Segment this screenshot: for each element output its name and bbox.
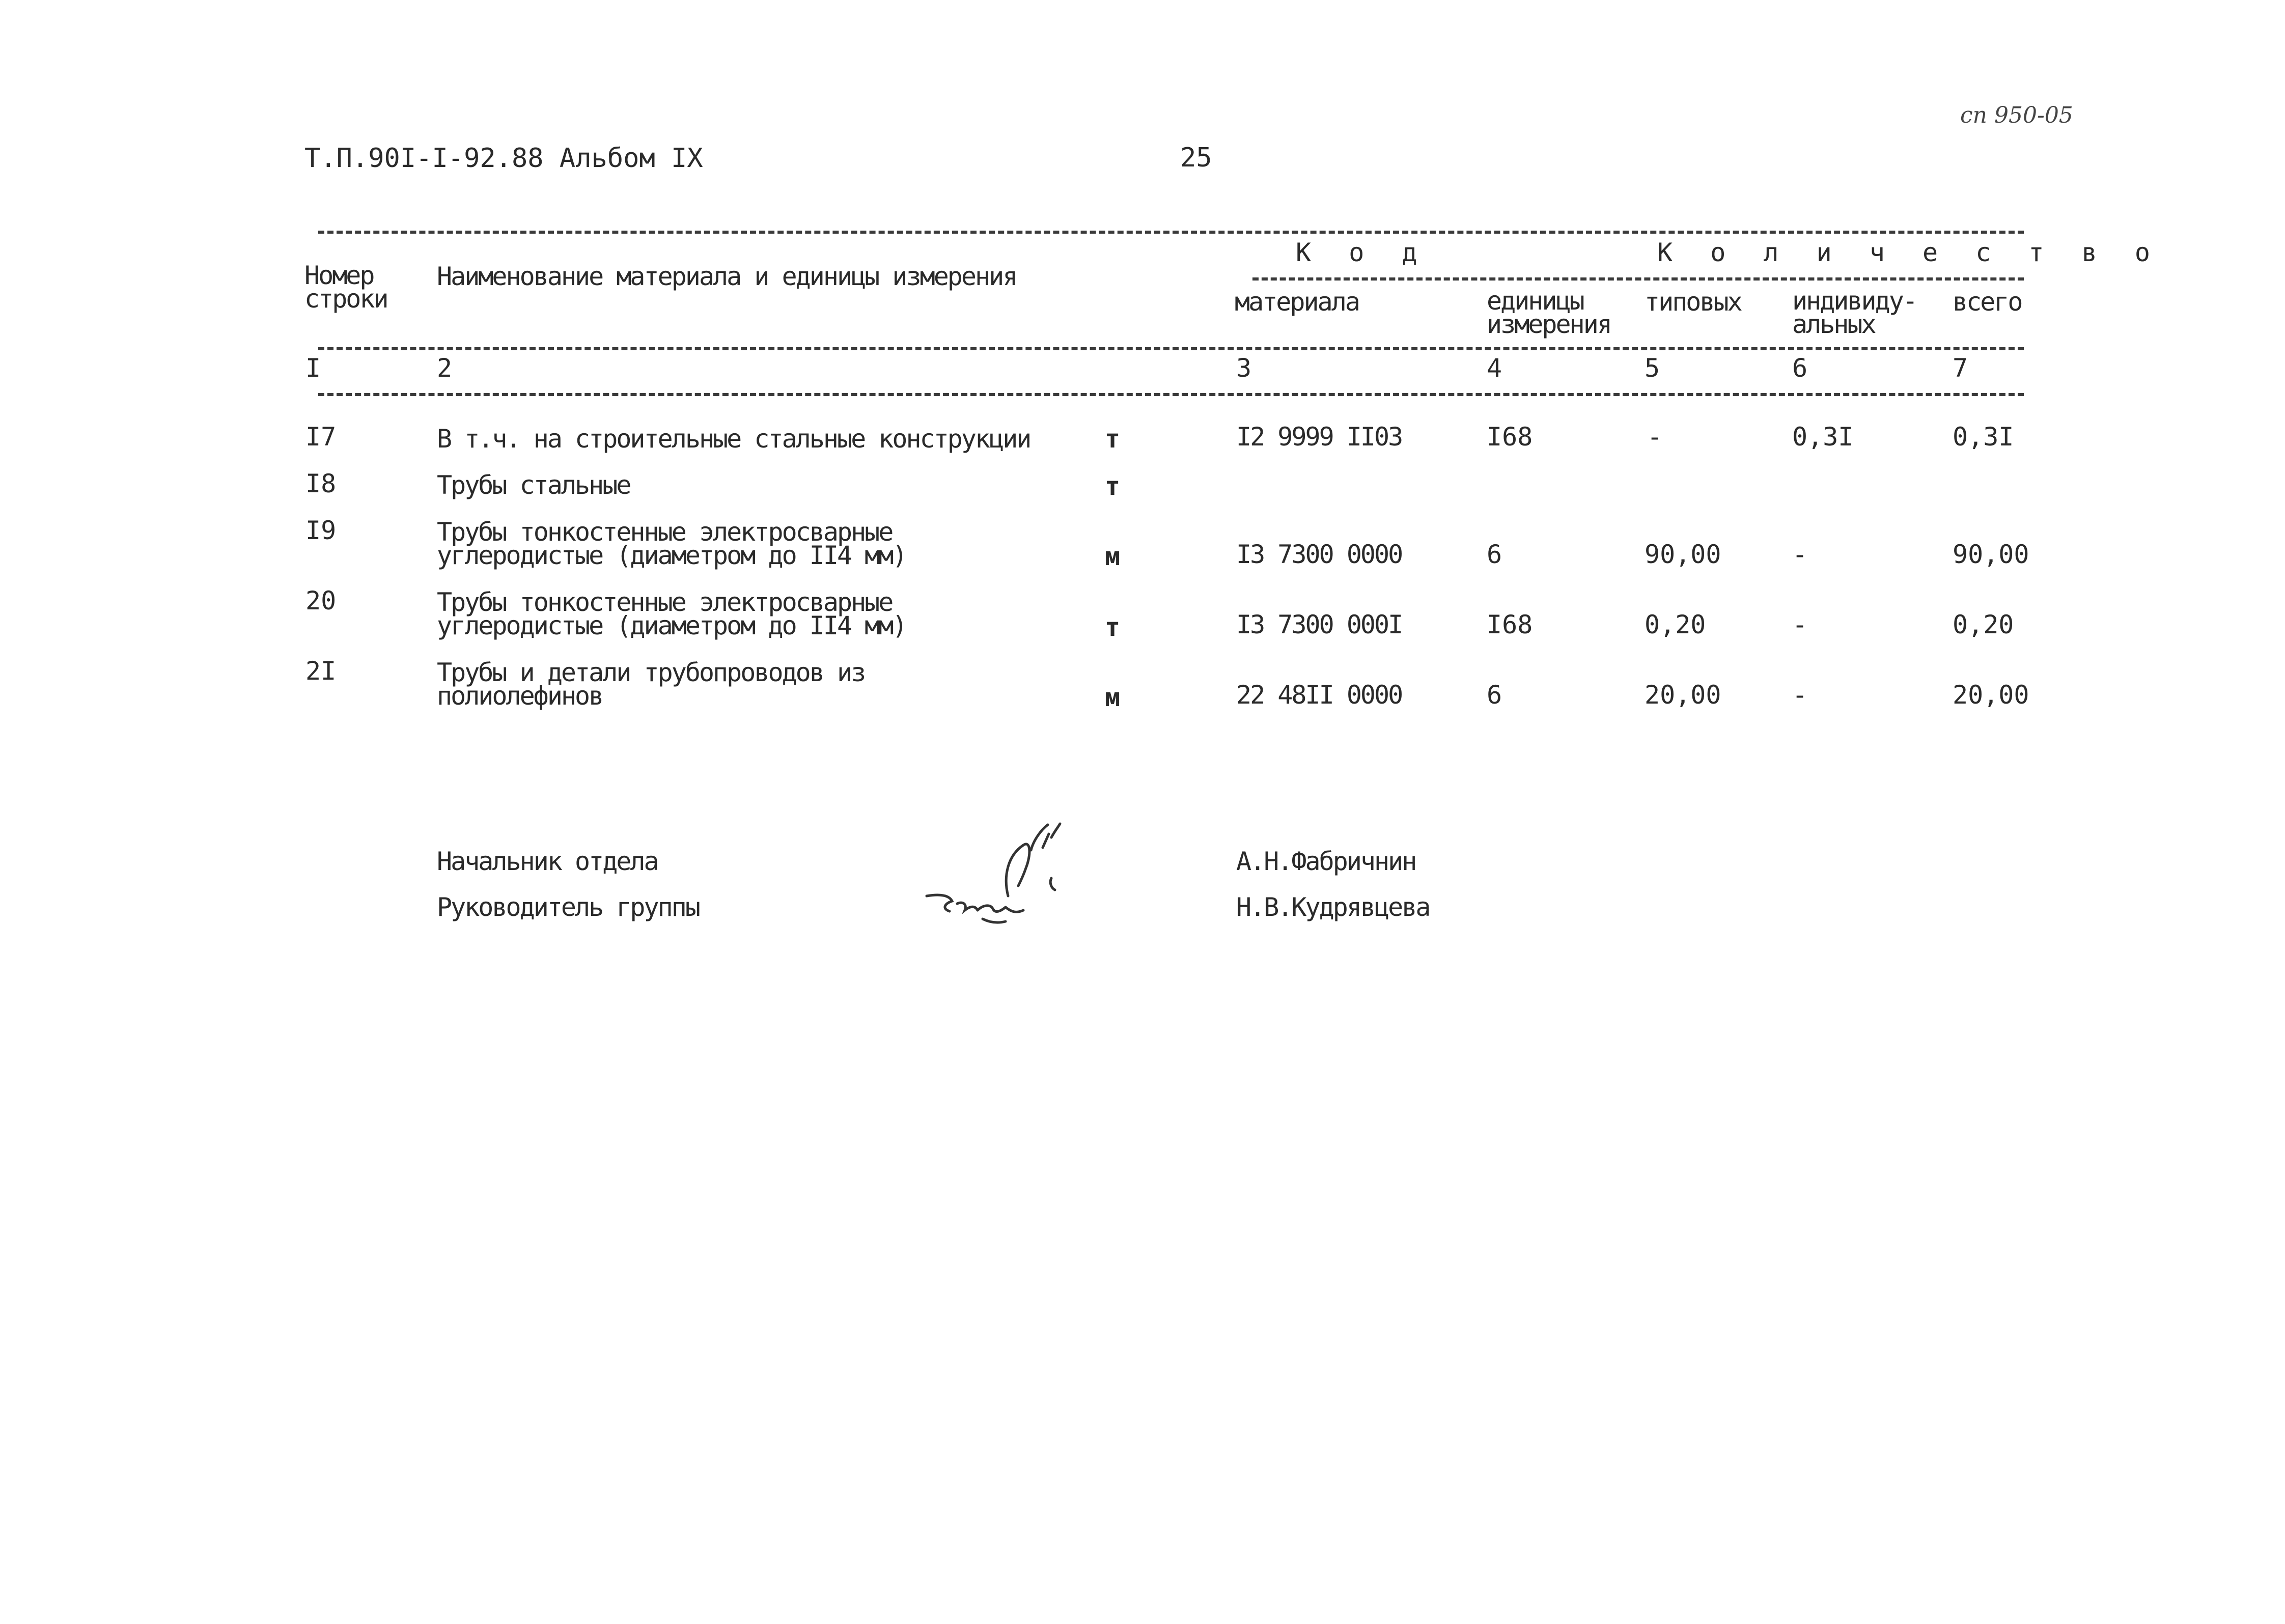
table-row-total: 90,00 <box>1953 540 2029 569</box>
table-row-typical: 20,00 <box>1645 680 1721 710</box>
table-row-unit: т <box>1105 424 1121 454</box>
table-row-num: I9 <box>305 516 337 545</box>
table-row-name <box>437 472 630 498</box>
table-row-name-line1: В т.ч. на строительные стальные конструкции <box>437 424 1030 454</box>
table-row-material-code: I3 7300 000I <box>1236 610 1402 639</box>
table-row-unit-code: 6 <box>1487 680 1502 710</box>
document-title: Т.П.90I-I-92.88 Альбом IX <box>304 143 703 174</box>
table-row-unit-code: I68 <box>1487 422 1533 452</box>
page-number: 25 <box>1180 143 1212 173</box>
column-number-1: I <box>305 353 321 383</box>
table-row-unit: т <box>1105 471 1121 501</box>
column-number-4: 4 <box>1487 353 1502 383</box>
header-code-unit-line2: измерения <box>1487 310 1611 339</box>
table-row-num: 2I <box>305 656 337 686</box>
group-leader-name: Н.В.Кудрявцева <box>1236 892 1430 922</box>
table-top-rule <box>318 231 2024 234</box>
table-row-unit-code: I68 <box>1487 610 1533 639</box>
header-quantity-group: К о л и ч е с т в о <box>1657 238 2161 267</box>
table-row-total: 0,20 <box>1953 610 2014 639</box>
table-row-total: 0,3I <box>1953 422 2014 452</box>
column-number-7: 7 <box>1953 353 1968 383</box>
column-number-3: 3 <box>1236 353 1252 383</box>
column-number-6: 6 <box>1792 353 1808 383</box>
table-row-total: 20,00 <box>1953 680 2029 710</box>
table-row-typical: 0,20 <box>1645 610 1706 639</box>
table-row-name-line1: Трубы тонкостенные электросварные <box>437 517 893 547</box>
table-row-num: 20 <box>305 586 337 615</box>
header-row-number-line1: Номер <box>304 261 374 290</box>
head-of-department-name: А.Н.Фабричнин <box>1236 847 1416 876</box>
table-row-name <box>437 587 906 640</box>
table-row-material-code: I2 9999 II03 <box>1236 422 1402 452</box>
table-row-material-code: 22 48II 0000 <box>1236 680 1402 710</box>
head-of-department-title: Начальник отдела <box>437 847 658 876</box>
table-row-num: I7 <box>305 422 337 452</box>
table-row-individual: 0,3I <box>1792 422 1854 452</box>
header-qty-typical: типовых <box>1645 287 1741 317</box>
header-qty-individual <box>1792 286 1916 339</box>
header-code-unit <box>1487 286 1611 339</box>
header-qty-total: всего <box>1953 287 2022 317</box>
table-row-individual: - <box>1792 610 1808 639</box>
header-row-number-line2: строки <box>304 284 387 314</box>
table-row-individual: - <box>1792 540 1808 569</box>
header-bottom-rule <box>318 347 2024 350</box>
table-row-typical: - <box>1647 422 1663 452</box>
header-code-material: материала <box>1235 287 1359 317</box>
header-qty-individual-line1: индивиду- <box>1792 286 1916 316</box>
column-number-5: 5 <box>1645 353 1660 383</box>
table-row-name-line1: Трубы стальные <box>437 470 630 500</box>
table-row-material-code: I3 7300 0000 <box>1236 540 1402 569</box>
handwritten-stamp: сп 950-05 <box>1960 102 2073 128</box>
header-code-unit-line1: единицы <box>1487 286 1583 316</box>
column-numbers-bottom-rule <box>318 393 2024 396</box>
header-qty-individual-line2: альных <box>1792 310 1875 339</box>
table-row-num: I8 <box>305 469 337 498</box>
header-code-group: К о д <box>1296 238 1429 267</box>
table-row-name-line1: Трубы тонкостенные электросварные <box>437 587 893 617</box>
header-row-number <box>304 261 387 314</box>
table-row-name <box>437 517 906 570</box>
table-row-name <box>437 426 1030 452</box>
table-row-unit: м <box>1105 542 1121 571</box>
table-row-unit-code: 6 <box>1487 540 1502 569</box>
table-row-individual: - <box>1792 680 1808 710</box>
table-row-typical: 90,00 <box>1645 540 1721 569</box>
handwritten-signature <box>922 820 1115 942</box>
group-leader-title: Руководитель группы <box>437 892 699 922</box>
table-row-name-line2: полиолефинов <box>437 681 603 711</box>
table-row-name-line2: углеродистые (диаметром до II4 мм) <box>437 541 906 570</box>
table-row-name <box>437 658 865 711</box>
table-row-unit: т <box>1105 612 1121 642</box>
table-row-name-line2: углеродистые (диаметром до II4 мм) <box>437 611 906 640</box>
table-row-name-line1: Трубы и детали трубопроводов из <box>437 658 865 687</box>
header-name: Наименование материала и единицы измерения <box>437 262 1017 291</box>
column-number-2: 2 <box>437 353 453 383</box>
table-row-unit: м <box>1105 683 1121 712</box>
code-subheader-rule <box>1252 277 2024 281</box>
